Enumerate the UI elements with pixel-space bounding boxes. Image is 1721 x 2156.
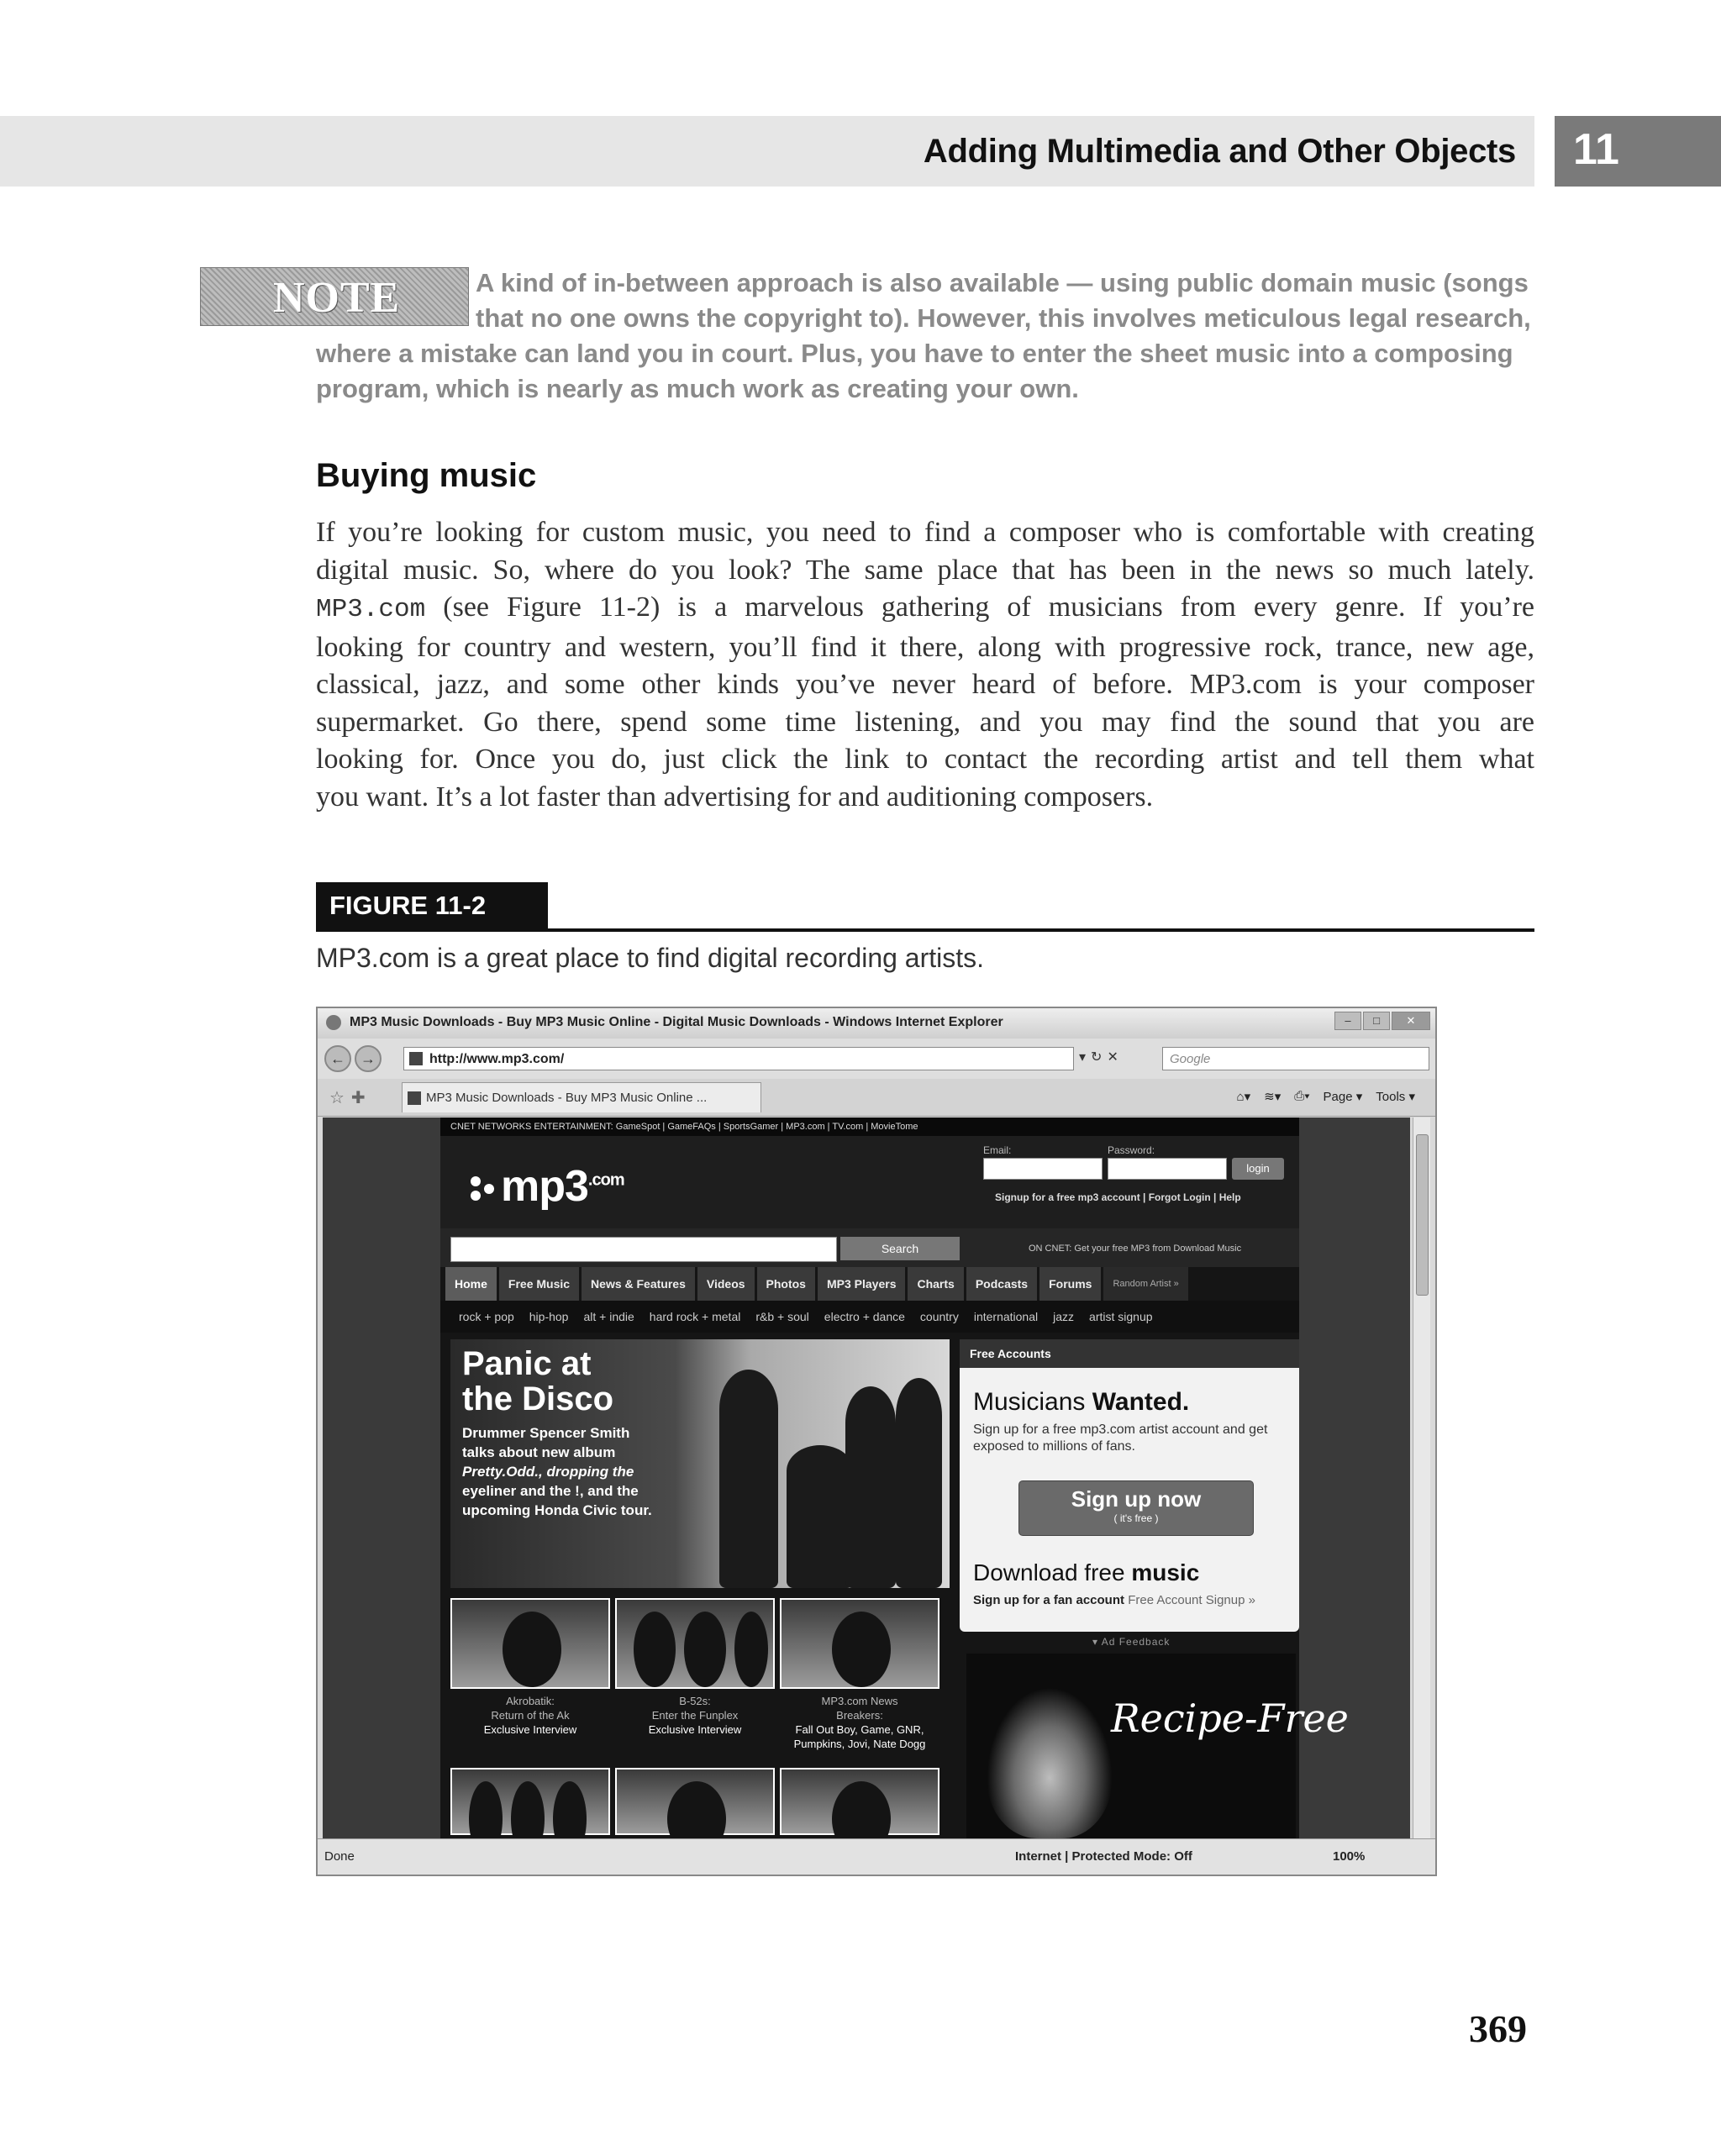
thumb-item[interactable] — [450, 1768, 610, 1835]
genre-link[interactable]: electro + dance — [824, 1310, 905, 1323]
thumb-photo — [450, 1598, 610, 1689]
genre-link[interactable]: r&b + soul — [755, 1310, 809, 1323]
thumb-title: Enter the Funplex — [651, 1709, 739, 1722]
site-search-row — [440, 1228, 1299, 1267]
body-line-8: you want. It’s a lot faster than advertising for and auditioning composers. — [316, 781, 1154, 812]
running-header — [0, 116, 1534, 187]
thumb-photo — [780, 1768, 939, 1835]
thumb-photo — [615, 1768, 775, 1835]
forward-arrow-icon[interactable]: → — [355, 1045, 382, 1072]
ie-icon — [326, 1015, 341, 1030]
nav-mp3-players[interactable]: MP3 Players — [818, 1267, 906, 1301]
note-line-1: A kind of in-between approach is also available — using public domain music (songs — [476, 268, 1529, 297]
window-controls — [1334, 1012, 1430, 1030]
close-icon[interactable]: ✕ — [1392, 1012, 1430, 1030]
thumb-caption — [450, 1694, 610, 1737]
favorites-star-icon[interactable]: ☆✚ — [329, 1089, 372, 1107]
thumb-desc: Exclusive Interview — [483, 1723, 577, 1736]
body-line-3 — [316, 589, 1534, 629]
hero-feature[interactable] — [450, 1339, 950, 1588]
page-menu[interactable]: Page ▾ — [1323, 1090, 1363, 1104]
window-titlebar — [318, 1008, 1435, 1039]
scrollbar-thumb[interactable] — [1416, 1134, 1429, 1296]
note-badge — [200, 267, 469, 326]
thumb-name: MP3.com News — [821, 1695, 898, 1707]
login-button[interactable]: login — [1232, 1158, 1284, 1180]
nav-random-artist[interactable]: Random Artist » — [1103, 1267, 1187, 1301]
browser-viewport — [323, 1117, 1410, 1840]
thumb-name: Akrobatik: — [506, 1695, 555, 1707]
thumb-item[interactable] — [780, 1768, 939, 1835]
body-paragraph — [316, 514, 1534, 816]
thumb-item[interactable] — [615, 1768, 775, 1835]
figure-caption: MP3.com is a great place to find digital recording artists. — [316, 943, 985, 973]
hero-title-line-1: Panic at — [462, 1345, 592, 1382]
signup-links[interactable]: Signup for a free mp3 account | Forgot Login | Help — [995, 1191, 1241, 1203]
on-cnet-promo[interactable]: ON CNET: Get your free MP3 from Download Music — [1029, 1244, 1242, 1254]
musicians-wanted-heading — [973, 1388, 1189, 1417]
genre-link[interactable]: alt + indie — [583, 1310, 634, 1323]
ad-feedback-link[interactable]: ▾ Ad Feedback — [1092, 1636, 1171, 1648]
advertisement[interactable] — [966, 1654, 1349, 1855]
browser-search-input[interactable] — [1162, 1047, 1429, 1070]
vertical-scrollbar[interactable] — [1413, 1117, 1430, 1840]
free-accounts-panel — [960, 1339, 1299, 1632]
sign-up-now-label: Sign up now — [1071, 1486, 1202, 1512]
minimize-icon[interactable]: – — [1334, 1012, 1361, 1030]
mp3-code-text: MP3.com — [316, 595, 426, 624]
logo-suffix: .com — [587, 1170, 624, 1190]
status-bar — [318, 1838, 1435, 1875]
note-line-4: program, which is nearly as much work as creating your own. — [316, 374, 1079, 403]
thumb-title: Return of the Ak — [491, 1709, 570, 1722]
free-account-signup-link[interactable]: Free Account Signup » — [1128, 1593, 1255, 1607]
tab-row — [318, 1079, 1435, 1117]
ad-flame-graphic — [987, 1687, 1113, 1838]
nav-photos[interactable]: Photos — [757, 1267, 815, 1301]
site-nav — [445, 1267, 1294, 1301]
cnet-network-bar[interactable]: CNET NETWORKS ENTERTAINMENT: GameSpot | GameFAQs | SportsGamer | MP3.com | TV.com | MovieTome — [440, 1117, 1299, 1136]
note-line-3: where a mistake can land you in court. Plus, you have to enter the sheet music into a composing — [316, 339, 1513, 368]
site-favicon-icon — [409, 1052, 423, 1065]
genre-link[interactable]: hip-hop — [529, 1310, 569, 1323]
download-free-music-heading — [973, 1559, 1199, 1586]
thumb-name: B-52s: — [679, 1695, 711, 1707]
figure-label: FIGURE 11-2 — [316, 882, 548, 929]
genre-link[interactable]: jazz — [1053, 1310, 1075, 1323]
musicians-heading-a: Musicians — [973, 1388, 1092, 1416]
command-bar — [1237, 1089, 1415, 1104]
fan-account-line — [973, 1593, 1255, 1607]
thumb-item[interactable] — [450, 1598, 610, 1737]
tab-favicon-icon — [408, 1091, 421, 1105]
password-field[interactable] — [1108, 1158, 1227, 1180]
nav-forums[interactable]: Forums — [1039, 1267, 1101, 1301]
home-icon[interactable]: ⌂▾ — [1236, 1090, 1251, 1104]
genre-link[interactable]: hard rock + metal — [649, 1310, 741, 1323]
browser-search-placeholder: Google — [1170, 1052, 1211, 1066]
site-search-button[interactable]: Search — [840, 1237, 960, 1260]
address-bar[interactable] — [403, 1047, 1074, 1070]
address-row — [318, 1039, 1435, 1079]
nav-podcasts[interactable]: Podcasts — [966, 1267, 1037, 1301]
band-photo — [694, 1348, 946, 1588]
note-line-2: that no one owns the copyright to). However, this involves meticulous legal research, — [476, 303, 1531, 333]
nav-videos[interactable]: Videos — [697, 1267, 755, 1301]
site-search-input[interactable] — [450, 1237, 837, 1262]
password-label: Password: — [1108, 1144, 1155, 1156]
site-header — [440, 1136, 1299, 1228]
mp3-site — [440, 1117, 1349, 1840]
hero-sub-line: eyeliner and the !, and the — [462, 1483, 639, 1499]
free-accounts-header: Free Accounts — [960, 1339, 1299, 1368]
status-text: Done — [324, 1849, 355, 1864]
feeds-icon[interactable]: ≋▾ — [1264, 1090, 1282, 1104]
zoom-level[interactable]: 100% — [1333, 1849, 1366, 1864]
body-line-7: looking for. Once you do, just click the link to contact the recording artist and tell them what — [316, 744, 1534, 775]
ad-text: Recipe-Free — [1111, 1696, 1349, 1741]
note-badge-label: NOTE — [273, 274, 401, 322]
thumb-desc: Fall Out Boy, Game, GNR, Pumpkins, Jovi, Nate Dogg — [793, 1723, 926, 1750]
nav-free-music[interactable]: Free Music — [499, 1267, 579, 1301]
window-title: MP3 Music Downloads - Buy MP3 Music Online - Digital Music Downloads - Windows Internet Explorer — [350, 1015, 1003, 1029]
chapter-number: 11 — [1573, 125, 1619, 174]
musicians-heading-b: Wanted. — [1092, 1388, 1190, 1416]
thumb-item[interactable] — [780, 1598, 939, 1751]
logo-dots-icon — [471, 1176, 496, 1202]
security-zone: Internet | Protected Mode: Off — [1015, 1849, 1192, 1864]
running-header-title: Adding Multimedia and Other Objects — [923, 133, 1516, 170]
tools-menu[interactable]: Tools ▾ — [1376, 1090, 1415, 1104]
browser-screenshot — [316, 1007, 1437, 1876]
hero-subtitle — [462, 1423, 652, 1520]
thumb-caption — [615, 1694, 775, 1737]
thumb-photo — [450, 1768, 610, 1835]
hero-sub-line: talks about new album — [462, 1444, 616, 1460]
thumb-title: Breakers: — [836, 1709, 883, 1722]
address-url: http://www.mp3.com/ — [429, 1052, 565, 1066]
hero-title — [462, 1346, 613, 1417]
refresh-stop-icons[interactable]: ▾↻✕ — [1079, 1050, 1124, 1065]
body-line-4: looking for country and western, you’ll find it there, along with progressive rock, trance, new age, — [316, 631, 1534, 663]
thumb-item[interactable] — [615, 1598, 775, 1737]
email-field[interactable] — [983, 1158, 1103, 1180]
section-heading: Buying music — [316, 457, 537, 494]
thumb-photo — [780, 1598, 939, 1689]
hero-sub-line: upcoming Honda Civic tour. — [462, 1502, 652, 1518]
artist-account-text: Sign up for a free mp3.com artist account and get exposed to millions of fans. — [973, 1422, 1268, 1454]
nav-home[interactable]: Home — [445, 1267, 497, 1301]
body-line-6: supermarket. Go there, spend some time listening, and you may find the sound that you are — [316, 706, 1534, 738]
thumb-desc: Exclusive Interview — [648, 1723, 742, 1736]
genre-link[interactable]: international — [973, 1310, 1039, 1323]
email-label: Email: — [983, 1144, 1012, 1156]
genre-link[interactable]: artist signup — [1089, 1310, 1153, 1323]
browser-tab-title: MP3 Music Downloads - Buy MP3 Music Online ... — [426, 1091, 708, 1105]
logo-text: mp3 — [501, 1162, 588, 1211]
hero-sub-line: Drummer Spencer Smith — [462, 1425, 630, 1441]
back-arrow-icon[interactable]: ← — [324, 1045, 351, 1072]
figure-rule — [316, 928, 1534, 932]
print-icon[interactable]: ⎙▾ — [1294, 1089, 1310, 1103]
genre-link[interactable]: country — [919, 1310, 959, 1323]
hero-title-line-2: the Disco — [462, 1380, 614, 1417]
genre-bar — [440, 1301, 1299, 1333]
nav-news-features[interactable]: News & Features — [582, 1267, 695, 1301]
maximize-icon[interactable]: □ — [1363, 1012, 1390, 1030]
body-line-1: If you’re looking for custom music, you need to find a composer who is comfortable with creating — [316, 517, 1534, 548]
sign-up-now-sub: ( it's free ) — [1113, 1512, 1159, 1524]
download-heading-a: Download free — [973, 1559, 1132, 1585]
genre-link[interactable]: rock + pop — [459, 1310, 514, 1323]
download-heading-b: music — [1131, 1559, 1200, 1585]
browser-tab[interactable] — [402, 1082, 761, 1112]
mp3-logo[interactable] — [471, 1161, 624, 1212]
nav-charts[interactable]: Charts — [908, 1267, 963, 1301]
thumb-photo — [615, 1598, 775, 1689]
hero-sub-line: Pretty.Odd., dropping the — [462, 1464, 634, 1480]
chapter-number-box — [1555, 116, 1721, 187]
thumb-caption — [780, 1694, 939, 1751]
body-line-5: classical, jazz, and some other kinds you’ve never heard of before. MP3.com is your composer — [316, 669, 1534, 700]
body-line-2: digital music. So, where do you look? The same place that has been in the news so much lately. — [316, 554, 1534, 586]
sign-up-now-button[interactable] — [1018, 1480, 1254, 1536]
body-line-3-rest: (see Figure 11-2) is a marvelous gathering of musicians from every genre. If you’re — [425, 592, 1534, 623]
fan-account-text: Sign up for a fan account — [973, 1593, 1129, 1607]
page-number: 369 — [1469, 2007, 1527, 2050]
